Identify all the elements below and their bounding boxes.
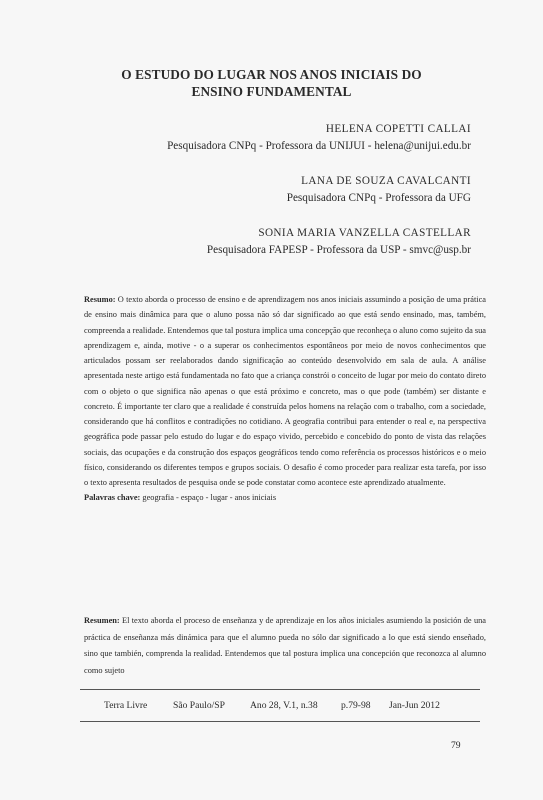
- footer-volume: Ano 28, V.1, n.38: [250, 700, 318, 711]
- author-name: SONIA MARIA VANZELLA CASTELLAR: [258, 227, 471, 239]
- footer-date: Jan-Jun 2012: [389, 700, 440, 711]
- keywords-label: Palavras chave:: [84, 493, 141, 503]
- footer-city: São Paulo/SP: [173, 700, 225, 711]
- footer-pages: p.79-98: [341, 700, 371, 711]
- title-line-1: O ESTUDO DO LUGAR NOS ANOS INICIAIS DO: [121, 67, 422, 82]
- resumen-text: El texto aborda el proceso de enseñanza y de aprendizaje en los años iniciales asumiendo la posición de una práctica de enseñanza más dinámica para que el alumno pueda no sólo dar significado a lo que está siendo enseñado, sino que también, comprenda la realidad. Entendemos que tal postura implica una concepción que reconozca al alumno como sujeto: [84, 616, 486, 675]
- author-affiliation: Pesquisadora CNPq - Professora da UFG: [286, 192, 471, 204]
- resumen-label: Resumen:: [84, 616, 120, 625]
- author-affiliation: Pesquisadora FAPESP - Professora da USP - smvc@usp.br: [206, 244, 471, 256]
- author-name: LANA DE SOUZA CAVALCANTI: [301, 175, 471, 187]
- author-name: HELENA COPETTI CALLAI: [325, 123, 471, 135]
- abstract: [84, 292, 486, 506]
- abstract-paragraph: [84, 292, 486, 490]
- resumen: [84, 613, 486, 679]
- author-1: [167, 121, 471, 155]
- abstract-label: Resumo:: [84, 295, 116, 304]
- author-affiliation: Pesquisadora CNPq - Professora da UNIJUI - helena@unijui.edu.br: [167, 140, 471, 152]
- author-3: [207, 225, 471, 259]
- abstract-text: O texto aborda o processo de ensino e de aprendizagem nos anos iniciais assumindo a posição de uma prática de ensino mais dinâmica para que o aluno possa não só dar significado ao que está sendo ensinado, mas, também, compreenda a realidade. Entendemos que tal postura implica uma concepção que reconheça o aluno como sujeito da sua aprendizagem e, ainda, motive - o a superar os conhecimentos espontâneos por meio de novos conhecimentos que articulados possam ser reelaborados dando significação ao conteúdo desenvolvido em sala de aula. A análise apresentada neste artigo está fundamentada no fato que a criança constrói o conceito de lugar por meio do contato direto com o objeto o que significa não apenas o que está próximo e concreto, mas o que pode (também) ser distante e concreto. É importante ter claro que a realidade é construída pelos homens na relação com o trabalho, com a sociedade, considerando que há conflitos e contradições no cotidiano. A geografia contribui para entender o real e, na perspectiva geográfica pode passar pelo estudo do lugar e do espaço vivido, percebido e concebido do ponto de vista das relações sociais, das ocupações e da construção dos espaços geográficos tendo como referência os processos históricos e o meio físico, considerando os diferentes tempos e grupos sociais. O desafio é como proceder para realizar esta tarefa, por isso o texto apresenta resultados de pesquisa onde se pode constatar como acontece este aprendizado atualmente.: [84, 295, 486, 487]
- keywords: [84, 490, 486, 505]
- paper-title: [60, 66, 483, 100]
- journal-footer: [80, 689, 480, 722]
- title-line-2: ENSINO FUNDAMENTAL: [191, 84, 352, 99]
- footer-journal: Terra Livre: [104, 700, 148, 711]
- author-2: [287, 173, 471, 207]
- page-number: 79: [451, 740, 461, 751]
- keywords-text: geografia - espaço - lugar - anos iniciais: [140, 493, 277, 503]
